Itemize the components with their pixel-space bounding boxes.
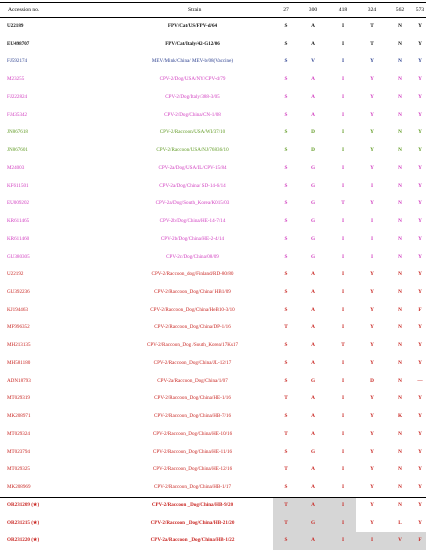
residue-cell: Y bbox=[370, 324, 374, 331]
residue-cell: Y bbox=[418, 324, 422, 331]
residue-cell: S bbox=[284, 164, 288, 171]
residue-cell: I bbox=[341, 501, 345, 508]
residue-cell: I bbox=[341, 324, 345, 331]
table-row bbox=[0, 231, 426, 249]
residue-cell: Y bbox=[418, 448, 422, 455]
residue-cell: N bbox=[398, 501, 402, 508]
residue-cell: N bbox=[398, 129, 402, 136]
residue-cell: Y bbox=[370, 93, 374, 100]
accession-cell: FJ592174 bbox=[7, 58, 28, 65]
table-row bbox=[0, 89, 426, 107]
table-row bbox=[0, 160, 426, 178]
residue-cell: I bbox=[341, 306, 345, 313]
residue-cell: S bbox=[284, 200, 288, 207]
residue-cell: N bbox=[398, 359, 402, 366]
residue-cell: I bbox=[341, 395, 345, 402]
residue-cell: Y bbox=[370, 289, 374, 296]
accession-cell: OR231209 (★) bbox=[7, 501, 40, 508]
residue-cell: T bbox=[284, 466, 288, 473]
residue-cell: A bbox=[311, 430, 315, 437]
residue-cell: N bbox=[398, 377, 402, 384]
residue-cell: S bbox=[284, 253, 288, 260]
accession-cell: MT023794 bbox=[7, 448, 30, 455]
residue-cell: I bbox=[341, 466, 345, 473]
residue-cell: N bbox=[398, 218, 402, 225]
strain-cell: CPV-2/Raccoon/USA/WI/37/10 bbox=[159, 129, 226, 136]
residue-cell: N bbox=[398, 76, 402, 83]
residue-cell: A bbox=[311, 289, 315, 296]
residue-cell: Y bbox=[370, 147, 374, 154]
residue-cell: I bbox=[341, 93, 345, 100]
table-row bbox=[0, 461, 426, 479]
header-position: 300 bbox=[308, 7, 318, 13]
residue-cell: A bbox=[311, 93, 315, 100]
table-row bbox=[0, 479, 426, 497]
residue-cell: I bbox=[341, 359, 345, 366]
residue-cell: I bbox=[341, 58, 345, 65]
residue-cell: G bbox=[310, 448, 316, 455]
residue-cell: S bbox=[284, 413, 288, 420]
residue-cell: F bbox=[418, 306, 422, 313]
residue-cell: N bbox=[398, 147, 402, 154]
residue-cell: A bbox=[311, 413, 315, 420]
residue-cell: A bbox=[311, 537, 315, 544]
residue-cell: S bbox=[284, 93, 288, 100]
residue-cell: S bbox=[284, 76, 288, 83]
residue-cell: S bbox=[284, 40, 288, 47]
residue-cell: G bbox=[310, 253, 316, 260]
residue-cell: Y bbox=[370, 271, 374, 278]
table-row bbox=[0, 53, 426, 71]
accession-cell: ADN18793 bbox=[7, 377, 31, 384]
accession-cell: MH213135 bbox=[7, 342, 31, 349]
accession-cell: GU392236 bbox=[7, 289, 30, 296]
residue-cell: I bbox=[341, 289, 345, 296]
header-accession: Accession no. bbox=[8, 7, 40, 13]
accession-cell: JN867618 bbox=[7, 129, 28, 136]
strain-cell: CPV-2/Raccoon_Dog /South_Korea/17Ks17 bbox=[146, 342, 239, 349]
residue-cell: N bbox=[398, 23, 402, 29]
residue-cell: N bbox=[398, 271, 402, 278]
residue-cell: Y bbox=[370, 76, 374, 83]
residue-cell: I bbox=[341, 111, 345, 118]
table-row bbox=[0, 319, 426, 337]
strain-cell: CPV-2a/Dog/USA/IL/CPV-15/84 bbox=[158, 164, 227, 171]
residue-cell: S bbox=[284, 58, 288, 65]
residue-cell: Y bbox=[418, 200, 422, 207]
residue-cell: S bbox=[284, 218, 288, 225]
residue-cell: S bbox=[284, 484, 288, 491]
residue-cell: Y bbox=[418, 501, 422, 508]
strain-cell: CPV-2/Raccoon_Dog/China/JL-12/17 bbox=[153, 359, 232, 366]
header-position: 27 bbox=[283, 7, 289, 13]
residue-cell: Y bbox=[370, 466, 374, 473]
residue-cell: Y bbox=[370, 413, 374, 420]
strain-cell: CPV-2/Dog/Italy/388-3/05 bbox=[165, 93, 220, 100]
residue-cell: Y bbox=[370, 484, 374, 491]
residue-cell: I bbox=[341, 271, 345, 278]
residue-cell: I bbox=[370, 235, 374, 242]
residue-cell: S bbox=[284, 342, 288, 349]
accession-cell: EU498707 bbox=[7, 40, 30, 47]
table-row bbox=[0, 36, 426, 54]
residue-cell: G bbox=[310, 164, 316, 171]
residue-cell: D bbox=[370, 377, 374, 384]
table-row bbox=[0, 408, 426, 426]
table-row bbox=[0, 142, 426, 160]
strain-cell: CPV-2b/Dog/China/HE-2-4/14 bbox=[160, 235, 225, 242]
strain-cell: MEV/Mink/China/ MEV-b/08(Vaccine) bbox=[151, 58, 234, 65]
residue-cell: N bbox=[398, 342, 402, 349]
residue-cell: T bbox=[284, 324, 288, 331]
table-row bbox=[0, 515, 426, 533]
strain-cell: CPV-2b/Dog/China/HE-14-7/14 bbox=[159, 218, 226, 225]
accession-cell: GU380305 bbox=[7, 253, 30, 260]
residue-cell: I bbox=[341, 76, 345, 83]
residue-cell: A bbox=[311, 76, 315, 83]
residue-cell: L bbox=[398, 519, 402, 526]
accession-cell: U22192 bbox=[7, 271, 24, 278]
strain-cell: CPV-2/Raccoon_Dog/China/HE-1/16 bbox=[154, 395, 231, 402]
accession-cell: MH581180 bbox=[7, 359, 31, 366]
residue-cell: N bbox=[398, 58, 402, 65]
residue-cell: T bbox=[284, 519, 288, 526]
table-row bbox=[0, 195, 426, 213]
residue-cell: Y bbox=[418, 359, 422, 366]
residue-cell: I bbox=[341, 448, 345, 455]
residue-cell: Y bbox=[418, 111, 422, 118]
residue-cell: T bbox=[370, 23, 374, 29]
table-row bbox=[0, 355, 426, 373]
table-row bbox=[0, 249, 426, 267]
header-position: 418 bbox=[338, 7, 348, 13]
table-row bbox=[0, 18, 426, 36]
residue-cell: Y bbox=[370, 164, 374, 171]
residue-cell: N bbox=[398, 448, 402, 455]
residue-cell: A bbox=[311, 466, 315, 473]
residue-cell: N bbox=[398, 289, 402, 296]
accession-cell: OR231220 (★) bbox=[7, 537, 40, 544]
residue-cell: Y bbox=[418, 218, 422, 225]
residue-cell: S bbox=[284, 359, 288, 366]
table-row bbox=[0, 107, 426, 125]
residue-cell: Y bbox=[370, 58, 374, 65]
residue-cell: G bbox=[310, 200, 316, 207]
residue-cell: Y bbox=[418, 76, 422, 83]
residue-cell: I bbox=[341, 519, 345, 526]
residue-cell: N bbox=[398, 484, 402, 491]
residue-cell: S bbox=[284, 23, 288, 29]
accession-cell: MK208971 bbox=[7, 413, 31, 420]
residue-cell: S bbox=[284, 537, 288, 544]
accession-cell: FJ435342 bbox=[7, 111, 28, 118]
residue-cell: G bbox=[310, 235, 316, 242]
residue-cell: I bbox=[370, 218, 374, 225]
residue-cell: T bbox=[341, 342, 345, 349]
residue-cell: A bbox=[311, 395, 315, 402]
residue-cell: G bbox=[310, 218, 316, 225]
residue-cell: I bbox=[341, 235, 345, 242]
table-row bbox=[0, 426, 426, 444]
strain-cell: CPV-2c/Dog/China/08/09 bbox=[166, 253, 219, 260]
header-position: 324 bbox=[367, 7, 377, 13]
accession-cell: M23255 bbox=[7, 76, 25, 83]
accession-cell: OR231215 (★) bbox=[7, 519, 40, 526]
residue-cell: Y bbox=[418, 413, 422, 420]
residue-cell: S bbox=[284, 129, 288, 136]
accession-cell: JN867601 bbox=[7, 147, 28, 154]
strain-cell: CPV-2/Raccoon_Dog/China/HE-12/16 bbox=[152, 466, 233, 473]
residue-cell: Y bbox=[418, 23, 422, 29]
residue-cell: D bbox=[311, 129, 315, 136]
residue-cell: V bbox=[311, 58, 315, 65]
residue-cell: N bbox=[398, 40, 402, 47]
residue-cell: Y bbox=[418, 289, 422, 296]
residue-cell: Y bbox=[418, 164, 422, 171]
table-row bbox=[0, 266, 426, 284]
residue-cell: T bbox=[284, 430, 288, 437]
residue-cell: Y bbox=[418, 182, 422, 189]
strain-cell: FPV/Cat/US/FPV-d/64 bbox=[167, 23, 218, 29]
residue-cell: A bbox=[311, 342, 315, 349]
strain-cell: CPV-2/Raccoon _Dog/China/HB-9/20 bbox=[151, 501, 234, 508]
residue-cell: S bbox=[284, 448, 288, 455]
residue-cell: Y bbox=[418, 93, 422, 100]
strain-cell: CPV-2/Raccoon/USA/NJ/76836/10 bbox=[156, 147, 229, 154]
residue-cell: Y bbox=[370, 129, 374, 136]
table-row bbox=[0, 390, 426, 408]
strain-cell: CPV-2/Raccoon_dog/Finland/RD-80/80 bbox=[151, 271, 234, 278]
residue-cell: S bbox=[284, 235, 288, 242]
residue-cell: T bbox=[370, 40, 374, 47]
residue-cell: I bbox=[341, 377, 345, 384]
residue-cell: N bbox=[398, 182, 402, 189]
residue-cell: Y bbox=[370, 342, 374, 349]
residue-cell: A bbox=[311, 324, 315, 331]
accession-cell: MT029324 bbox=[7, 430, 30, 437]
accession-cell: KR611465 bbox=[7, 218, 30, 225]
residue-cell: G bbox=[310, 519, 316, 526]
residue-cell: I bbox=[341, 413, 345, 420]
strain-cell: CPV-2/Dog/USA/NY/CPV-d/79 bbox=[159, 76, 226, 83]
residue-cell: A bbox=[311, 359, 315, 366]
residue-cell: N bbox=[398, 324, 402, 331]
residue-cell: Y bbox=[370, 395, 374, 402]
strain-cell: CPV-2a/Raccoon _Dog/China/HB-1/22 bbox=[150, 537, 235, 544]
residue-cell: Y bbox=[418, 271, 422, 278]
residue-cell: A bbox=[311, 23, 315, 29]
residue-cell: Y bbox=[418, 40, 422, 47]
strain-cell: CPV-2a/Dog/South_Korea/K015/03 bbox=[155, 200, 230, 207]
strain-cell: CPV-2/Raccoon_Dog/China/DP-1/16 bbox=[154, 324, 231, 331]
residue-cell: I bbox=[341, 430, 345, 437]
residue-cell: Y bbox=[418, 519, 422, 526]
residue-cell: S bbox=[284, 289, 288, 296]
table-header-row bbox=[0, 3, 426, 17]
residue-cell: Y bbox=[418, 466, 422, 473]
residue-cell: A bbox=[311, 111, 315, 118]
accession-cell: KR611460 bbox=[7, 235, 30, 242]
residue-cell: A bbox=[311, 501, 315, 508]
residue-cell: S bbox=[284, 306, 288, 313]
table-bottom-rule bbox=[0, 497, 426, 498]
residue-cell: Y bbox=[418, 253, 422, 260]
accession-cell: KF611501 bbox=[7, 182, 29, 189]
residue-cell: Y bbox=[418, 235, 422, 242]
residue-cell: I bbox=[341, 147, 345, 154]
table-row bbox=[0, 178, 426, 196]
residue-cell: A bbox=[311, 40, 315, 47]
residue-cell: T bbox=[284, 395, 288, 402]
header-position: 573 bbox=[415, 7, 425, 13]
residue-cell: N bbox=[398, 200, 402, 207]
strain-cell: CPV-2a/Dog/China/ SD-14-6/14 bbox=[159, 182, 226, 189]
residue-cell: I bbox=[341, 218, 345, 225]
accession-cell: U22189 bbox=[7, 23, 24, 29]
residue-cell: N bbox=[398, 306, 402, 313]
residue-cell: — bbox=[417, 377, 423, 384]
residue-cell: D bbox=[311, 147, 315, 154]
residue-cell: I bbox=[341, 129, 345, 136]
residue-cell: Y bbox=[418, 484, 422, 491]
table-row bbox=[0, 532, 426, 550]
residue-cell: Y bbox=[370, 359, 374, 366]
residue-cell: Y bbox=[370, 306, 374, 313]
accession-cell: MT029319 bbox=[7, 395, 30, 402]
accession-cell: EU009202 bbox=[7, 200, 30, 207]
residue-cell: N bbox=[398, 430, 402, 437]
header-position: 562 bbox=[395, 7, 405, 13]
table-row bbox=[0, 213, 426, 231]
residue-cell: I bbox=[341, 23, 345, 29]
residue-cell: V bbox=[398, 537, 402, 544]
residue-cell: Y bbox=[418, 58, 422, 65]
residue-cell: G bbox=[310, 377, 316, 384]
residue-cell: Y bbox=[370, 200, 374, 207]
strain-cell: CPV-2/Raccoon_Dog/China/HE-11/16 bbox=[152, 448, 233, 455]
residue-cell: A bbox=[311, 271, 315, 278]
table-row bbox=[0, 71, 426, 89]
residue-cell: S bbox=[284, 111, 288, 118]
residue-cell: Y bbox=[370, 448, 374, 455]
residue-cell: Y bbox=[418, 147, 422, 154]
residue-cell: I bbox=[370, 182, 374, 189]
strain-cell: CPV-2/Raccoon_Dog/China/HB-1/17 bbox=[153, 484, 232, 491]
residue-cell: Y bbox=[418, 395, 422, 402]
residue-cell: A bbox=[311, 484, 315, 491]
accession-cell: MT029325 bbox=[7, 466, 30, 473]
accession-cell: MK208969 bbox=[7, 484, 31, 491]
accession-cell: MF996352 bbox=[7, 324, 30, 331]
residue-cell: Y bbox=[370, 519, 374, 526]
residue-cell: G bbox=[310, 182, 316, 189]
residue-cell: S bbox=[284, 182, 288, 189]
strain-cell: CPV-2/Raccoon _Dog/China/HB-21/20 bbox=[150, 519, 235, 526]
residue-cell: Y bbox=[418, 129, 422, 136]
residue-cell: F bbox=[418, 537, 422, 544]
table-row bbox=[0, 373, 426, 391]
accession-cell: FJ222824 bbox=[7, 93, 28, 100]
table-row bbox=[0, 284, 426, 302]
residue-cell: I bbox=[341, 537, 345, 544]
residue-cell: Y bbox=[370, 430, 374, 437]
residue-cell: S bbox=[284, 377, 288, 384]
table-row bbox=[0, 302, 426, 320]
table-row bbox=[0, 337, 426, 355]
strain-cell: CPV-2/Raccoon_Dog/China/HE-10/16 bbox=[152, 430, 233, 437]
residue-cell: N bbox=[398, 395, 402, 402]
residue-cell: Y bbox=[370, 501, 374, 508]
residue-cell: I bbox=[341, 182, 345, 189]
table-row bbox=[0, 124, 426, 142]
residue-cell: N bbox=[398, 111, 402, 118]
strain-cell: CPV-2/Dog/China/CN-1/08 bbox=[164, 111, 221, 118]
residue-cell: I bbox=[370, 537, 374, 544]
residue-cell: N bbox=[398, 466, 402, 473]
accession-cell: KJ194463 bbox=[7, 306, 28, 313]
residue-cell: N bbox=[398, 164, 402, 171]
strain-cell: CPV-2/Raccoon_Dog/China/HB-7/16 bbox=[153, 413, 232, 420]
residue-cell: I bbox=[341, 40, 345, 47]
residue-cell: I bbox=[341, 164, 345, 171]
residue-cell: N bbox=[398, 93, 402, 100]
strain-cell: CPV-2/Raccoon_Dog/China/HeB10-3/10 bbox=[150, 306, 235, 313]
residue-cell: N bbox=[398, 235, 402, 242]
strain-cell: CPV-2a/Raccoon_Dog/China/1/07 bbox=[157, 377, 228, 384]
header-strain: Strain bbox=[188, 7, 202, 13]
residue-cell: T bbox=[341, 200, 345, 207]
table-body bbox=[0, 18, 426, 544]
accession-cell: M24003 bbox=[7, 164, 25, 171]
residue-cell: K bbox=[397, 413, 403, 420]
residue-cell: S bbox=[284, 271, 288, 278]
strain-cell: CPV-2/Raccoon_Dog/China/ HB1/09 bbox=[154, 289, 231, 296]
residue-cell: T bbox=[284, 501, 288, 508]
residue-cell: N bbox=[398, 253, 402, 260]
residue-cell: I bbox=[370, 253, 374, 260]
residue-cell: I bbox=[341, 484, 345, 491]
residue-cell: S bbox=[284, 147, 288, 154]
residue-cell: A bbox=[311, 306, 315, 313]
residue-cell: Y bbox=[418, 430, 422, 437]
table-row bbox=[0, 444, 426, 462]
table-row bbox=[0, 497, 426, 515]
residue-cell: I bbox=[341, 253, 345, 260]
residue-cell: Y bbox=[418, 342, 422, 349]
residue-cell: Y bbox=[370, 111, 374, 118]
strain-cell: FPV/Cat/Italy/42-G12/06 bbox=[165, 40, 220, 47]
